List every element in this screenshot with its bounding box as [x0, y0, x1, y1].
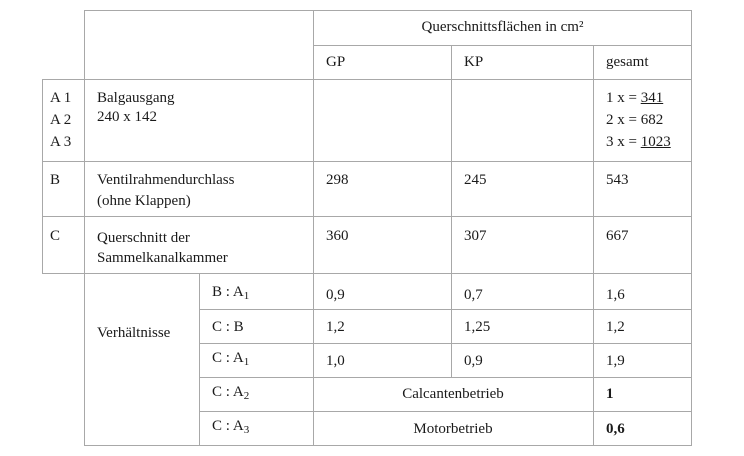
header-gp: GP — [326, 54, 346, 70]
ratio-kp: 0,9 — [464, 353, 483, 369]
grid-line — [42, 216, 692, 217]
ratio-subscript: 1 — [243, 356, 250, 368]
row-b-kp: 245 — [464, 172, 487, 188]
grid-line — [199, 309, 692, 310]
grid-line — [691, 10, 692, 446]
header-gesamt: gesamt — [606, 54, 649, 70]
ratio-gesamt: 0,6 — [606, 421, 625, 437]
row-c-kp: 307 — [464, 228, 487, 244]
ratio-gp: 1,2 — [326, 319, 345, 335]
row-a-id: A 3 — [50, 134, 72, 150]
ratio-gp: 0,9 — [326, 287, 345, 303]
ratio-gesamt: 1,6 — [606, 287, 625, 303]
row-a-id: A 1 — [50, 90, 72, 106]
ratio-kp: 0,7 — [464, 287, 483, 303]
ratio-text: B : A — [212, 284, 244, 300]
grid-line — [313, 45, 692, 46]
grid-line — [84, 10, 692, 11]
ratio-text: C : A — [212, 384, 244, 400]
ratio-gesamt: 1,2 — [606, 319, 625, 335]
grid-line — [199, 343, 692, 344]
gesamt-prefix: 2 x = — [606, 112, 641, 128]
grid-line — [199, 411, 692, 412]
row-b-id: B — [50, 172, 61, 188]
gesamt-value: 1023 — [640, 134, 671, 150]
gesamt-prefix: 1 x = — [606, 90, 641, 106]
ratio-merged-mode: Motorbetrieb — [413, 421, 493, 437]
row-a-label: Balgausgang — [97, 90, 175, 106]
ratio-gesamt: 1,9 — [606, 353, 625, 369]
row-c-gesamt: 667 — [606, 228, 629, 244]
ratio-subscript: 3 — [243, 424, 250, 436]
ratio-label — [212, 281, 249, 304]
row-c-label-sub: Sammelkanalkammer — [97, 250, 228, 266]
row-b-label-sub: (ohne Klappen) — [97, 193, 191, 209]
ratio-label — [212, 381, 249, 404]
header-kp: KP — [464, 54, 484, 70]
row-a-gesamt — [606, 131, 671, 153]
grid-line — [84, 10, 85, 446]
row-c-label: Querschnitt der — [97, 230, 190, 246]
header-group-title: Querschnittsflächen in cm² — [421, 19, 584, 35]
grid-line — [593, 45, 594, 446]
grid-line — [42, 161, 692, 162]
grid-line — [313, 10, 314, 446]
gesamt-value: 682 — [640, 112, 664, 128]
row-a-label-sub: 240 x 142 — [97, 109, 157, 125]
row-b-gesamt: 543 — [606, 172, 629, 188]
ratio-label — [212, 415, 249, 438]
grid-line — [42, 79, 692, 80]
grid-line — [199, 377, 692, 378]
ratio-text: C : B — [212, 319, 244, 335]
grid-line — [199, 273, 200, 446]
row-b-gp: 298 — [326, 172, 349, 188]
row-b-label: Ventilrahmendurchlass — [97, 172, 235, 188]
ratio-gp: 1,0 — [326, 353, 345, 369]
row-c-gp: 360 — [326, 228, 349, 244]
grid-line — [451, 45, 452, 378]
ratio-text: C : A — [212, 350, 244, 366]
ratio-subscript: 2 — [243, 390, 250, 402]
grid-line — [42, 273, 692, 274]
ratio-subscript: 1 — [243, 290, 250, 302]
ratio-label — [212, 347, 249, 370]
row-c-id: C — [50, 228, 61, 244]
grid-line — [42, 79, 43, 274]
row-a-gesamt — [606, 109, 663, 131]
ratio-merged-mode: Calcantenbetrieb — [402, 386, 504, 402]
ratio-kp: 1,25 — [464, 319, 491, 335]
ratio-gesamt: 1 — [606, 386, 614, 402]
grid-line — [84, 445, 692, 446]
row-a-gesamt — [606, 87, 663, 109]
row-a-id: A 2 — [50, 112, 72, 128]
gesamt-prefix: 3 x = — [606, 134, 641, 150]
gesamt-value: 341 — [640, 90, 664, 106]
ratio-label — [212, 316, 244, 338]
ratio-text: C : A — [212, 418, 244, 434]
ratios-label: Verhältnisse — [97, 325, 171, 341]
